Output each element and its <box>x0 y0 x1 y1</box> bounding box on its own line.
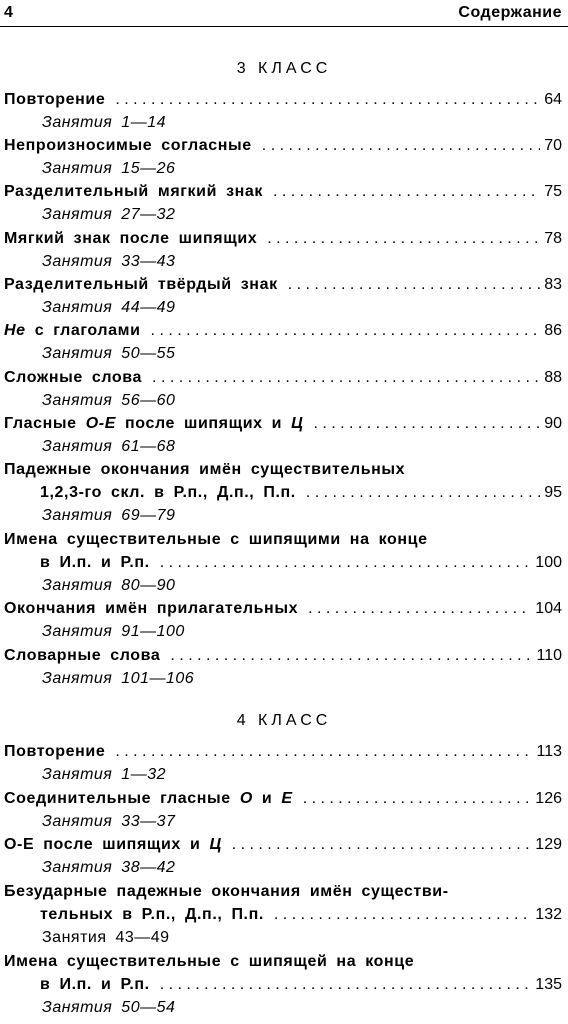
dot-leader <box>151 319 541 342</box>
lessons-range: Занятия 80—90 <box>42 577 176 594</box>
section-heading-grade4: 4 КЛАСС <box>236 712 332 729</box>
dot-leader <box>288 273 541 296</box>
dot-leader <box>115 88 540 111</box>
toc-entry[interactable]: Повторение . . . 64 Занятия 1—14 <box>0 88 568 134</box>
lessons-range: Занятия 101—106 <box>42 670 195 687</box>
dot-leader <box>262 134 540 157</box>
page-number: 4 <box>4 4 13 21</box>
dot-leader <box>170 644 532 667</box>
page-ref: 83 <box>544 276 562 293</box>
toc-entry[interactable]: Гласные О-Е после шипящих и Ц . . . 90 Занятия 61—68 <box>0 412 568 458</box>
lessons-range: Занятия 1—32 <box>42 766 166 783</box>
toc-entry[interactable]: Окончания имён прилагательных . . . 104 Занятия 91—100 <box>0 597 568 643</box>
toc-entry[interactable]: Имена существительные с шипящей на конце в И.п. и Р.п. . . . 135 Занятия 50—54 <box>0 950 568 1019</box>
toc-entry[interactable]: Сложные слова . . . 88 Занятия 56—60 <box>0 366 568 412</box>
lessons-range: Занятия 91—100 <box>42 623 185 640</box>
dot-leader <box>303 787 532 810</box>
page-ref: 90 <box>544 415 562 432</box>
lessons-range: Занятия 43—49 <box>42 929 170 946</box>
toc-entry[interactable]: Соединительные гласные О и Е . . . 126 Занятия 33—37 <box>0 787 568 833</box>
page-ref: 78 <box>544 230 562 247</box>
page-ref: 129 <box>535 836 562 853</box>
page-ref: 104 <box>535 600 562 617</box>
page-ref: 88 <box>544 369 562 386</box>
lessons-range: Занятия 27—32 <box>42 206 176 223</box>
section-heading-grade3: 3 КЛАСС <box>236 60 332 77</box>
toc-entry[interactable]: Повторение . . . 113 Занятия 1—32 <box>0 740 568 786</box>
page-ref: 86 <box>544 322 562 339</box>
lessons-range: Занятия 44—49 <box>42 299 176 316</box>
page-ref: 70 <box>544 137 562 154</box>
toc-entry[interactable]: Безударные падежные окончания имён существи- тельных в Р.п., Д.п., П.п. . . . 132 Занятия 43—49 <box>0 880 568 949</box>
page-ref: 113 <box>536 743 562 760</box>
lessons-range: Занятия 61—68 <box>42 438 176 455</box>
toc-entry[interactable]: Разделительный твёрдый знак . . . 83 Занятия 44—49 <box>0 273 568 319</box>
dot-leader <box>115 740 532 763</box>
running-title: Содержание <box>458 4 562 21</box>
dot-leader <box>160 551 532 574</box>
dot-leader <box>232 833 532 856</box>
lessons-range: Занятия 50—54 <box>42 999 176 1016</box>
lessons-range: Занятия 15—26 <box>42 160 176 177</box>
page-ref: 126 <box>535 790 562 807</box>
lessons-range: Занятия 33—37 <box>42 813 176 830</box>
toc-entry[interactable]: Не с глаголами . . . 86 Занятия 50—55 <box>0 319 568 365</box>
toc-entry[interactable]: Разделительный мягкий знак . . . 75 Занятия 27—32 <box>0 180 568 226</box>
page-ref: 135 <box>535 976 562 993</box>
dot-leader <box>308 597 531 620</box>
toc-entry[interactable]: Непроизносимые согласные . . . 70 Занятия 15—26 <box>0 134 568 180</box>
lessons-range: Занятия 38—42 <box>42 859 176 876</box>
dot-leader <box>313 412 540 435</box>
page-ref: 132 <box>535 906 562 923</box>
toc-entry[interactable]: Словарные слова . . . 110 Занятия 101—106 <box>0 644 568 690</box>
dot-leader <box>267 227 540 250</box>
lessons-range: Занятия 33—43 <box>42 253 176 270</box>
dot-leader <box>306 481 540 504</box>
toc-entry[interactable]: Имена существительные с шипящими на конце в И.п. и Р.п. . . . 100 Занятия 80—90 <box>0 528 568 597</box>
lessons-range: Занятия 56—60 <box>42 392 176 409</box>
lessons-range: Занятия 69—79 <box>42 507 176 524</box>
page-ref: 95 <box>544 484 562 501</box>
toc-entry[interactable]: Падежные окончания имён существительных 1,2,3-го скл. в Р.п., Д.п., П.п. . . . 95 Занятия 69—79 <box>0 458 568 527</box>
page-ref: 64 <box>544 91 562 108</box>
page-header <box>0 0 568 27</box>
page-ref: 100 <box>535 554 562 571</box>
dot-leader <box>274 903 531 926</box>
lessons-range: Занятия 1—14 <box>42 114 166 131</box>
page-ref: 75 <box>544 183 562 200</box>
page-ref: 110 <box>536 647 562 664</box>
dot-leader <box>273 180 540 203</box>
dot-leader <box>160 973 532 996</box>
toc-entry[interactable]: О-Е после шипящих и Ц . . . 129 Занятия 38—42 <box>0 833 568 879</box>
toc-entry[interactable]: Мягкий знак после шипящих . . . 78 Занятия 33—43 <box>0 227 568 273</box>
dot-leader <box>152 366 540 389</box>
lessons-range: Занятия 50—55 <box>42 345 176 362</box>
